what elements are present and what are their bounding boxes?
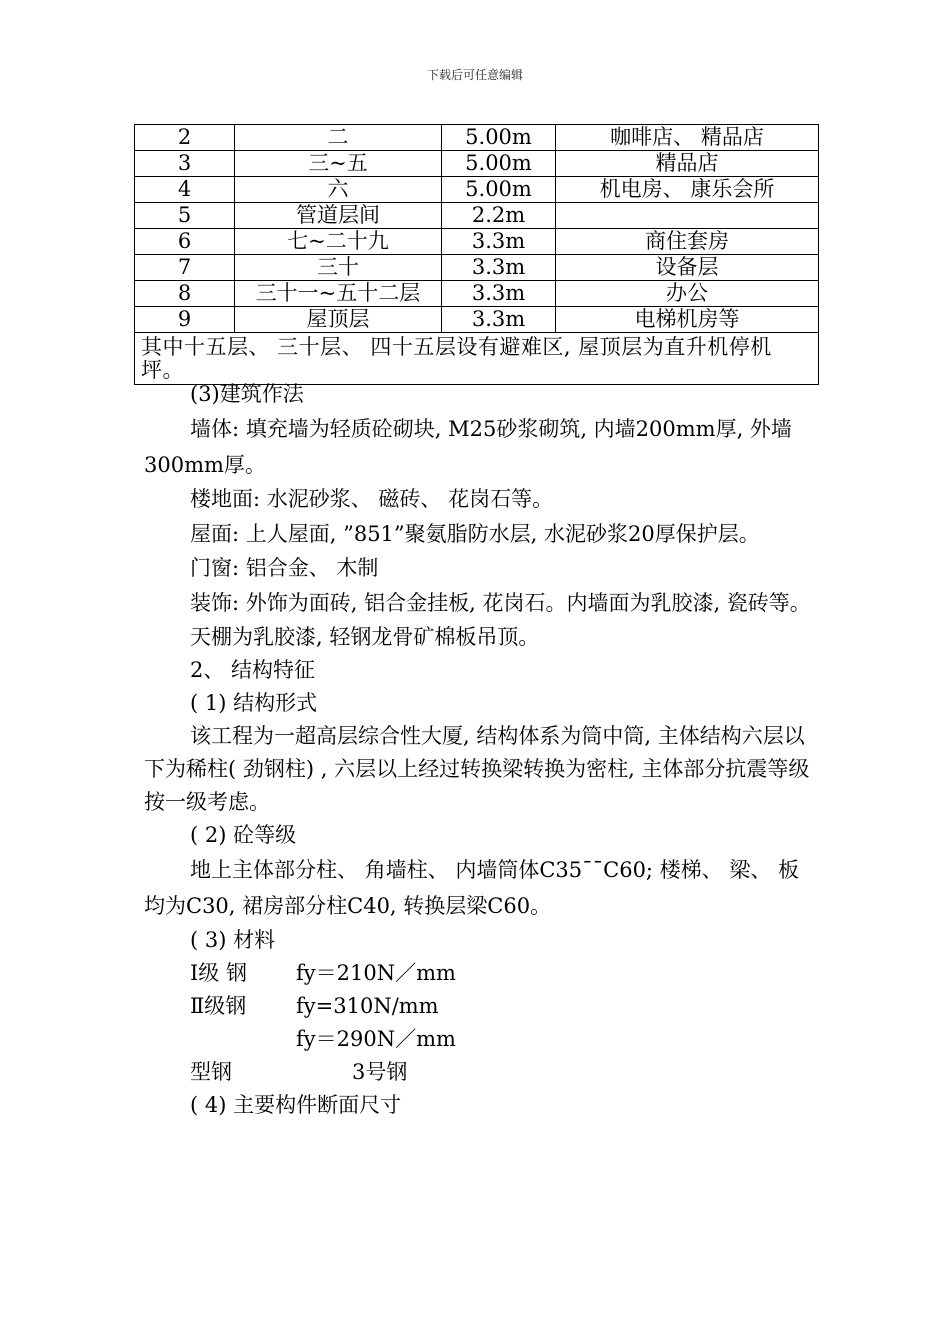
paragraph-finishes: 装饰: 外饰为面砖, 铝合金挂板, 花岗石。内墙面为乳胶漆, 瓷砖等。 (190, 591, 811, 615)
cell-floor: 七~二十九 (235, 229, 442, 255)
table-row (135, 229, 819, 255)
cell-height: 5.00m (442, 125, 556, 151)
table-row (135, 203, 819, 229)
cell-use: 设备层 (556, 255, 819, 281)
table-row (135, 307, 819, 333)
material-label: Ⅰ级 钢 (190, 961, 247, 985)
floor-table (134, 124, 819, 385)
cell-use: 办公 (556, 281, 819, 307)
cell-use (556, 203, 819, 229)
material-value: fy=310N/mm (296, 994, 439, 1018)
cell-height: 5.00m (442, 151, 556, 177)
material-label: 型钢 (190, 1060, 232, 1084)
cell-no: 2 (135, 125, 235, 151)
cell-height: 3.3m (442, 281, 556, 307)
paragraph-structure-form: 该工程为一超高层综合性大厦, 结构体系为筒中筒, 主体结构六层以下为稀柱( 劲钢柱) , 六层以上经过转换梁转换为密柱, 主体部分抗震等级按一级考虑。 (144, 724, 810, 814)
cell-height: 3.3m (442, 307, 556, 333)
cell-no: 9 (135, 307, 235, 333)
cell-floor: 管道层间 (235, 203, 442, 229)
subheading-structure-form: ( 1) 结构形式 (190, 691, 318, 715)
cell-use: 精品店 (556, 151, 819, 177)
cell-no: 3 (135, 151, 235, 177)
cell-floor: 三十 (235, 255, 442, 281)
cell-floor: 三十一~五十二层 (235, 281, 442, 307)
cell-height: 3.3m (442, 229, 556, 255)
table-note-row (135, 333, 819, 385)
paragraph-concrete-grade: 地上主体部分柱、 角墙柱、 内墙筒体C35¯¯C60; 楼梯、 梁、 板均为C30, 裙房部分柱C40, 转换层梁C60。 (144, 858, 800, 918)
cell-use: 咖啡店、 精品店 (556, 125, 819, 151)
subheading-section-sizes: ( 4) 主要构件断面尺寸 (190, 1093, 402, 1117)
cell-no: 7 (135, 255, 235, 281)
table-row (135, 281, 819, 307)
cell-no: 8 (135, 281, 235, 307)
cell-no: 4 (135, 177, 235, 203)
table-note: 其中十五层、 三十层、 四十五层设有避难区, 屋顶层为直升机停机坪。 (135, 333, 819, 385)
paragraph-floors: 楼地面: 水泥砂浆、 磁砖、 花岗石等。 (190, 487, 554, 511)
material-value: fy＝210N／mm (296, 961, 456, 985)
paragraph-windows: 门窗: 铝合金、 木制 (190, 556, 379, 580)
cell-height: 3.3m (442, 255, 556, 281)
cell-floor: 六 (235, 177, 442, 203)
table-row (135, 151, 819, 177)
table-row (135, 125, 819, 151)
cell-no: 5 (135, 203, 235, 229)
material-value: 3号钢 (352, 1060, 408, 1084)
body-text (144, 378, 812, 1122)
cell-floor: 三~五 (235, 151, 442, 177)
cell-height: 2.2m (442, 203, 556, 229)
material-row-steel1 (144, 957, 812, 990)
page-header: 下载后可任意编辑 (426, 68, 523, 82)
material-row-steel2 (144, 990, 812, 1023)
section-heading-construction: (3)建筑作法 (190, 382, 304, 406)
cell-use: 商住套房 (556, 229, 819, 255)
subheading-materials: ( 3) 材料 (190, 928, 276, 952)
cell-floor: 屋顶层 (235, 307, 442, 333)
material-label: Ⅱ级钢 (190, 994, 247, 1018)
paragraph-ceiling: 天棚为乳胶漆, 轻钢龙骨矿棉板吊顶。 (190, 625, 540, 649)
table-row (135, 255, 819, 281)
cell-no: 6 (135, 229, 235, 255)
table-row (135, 177, 819, 203)
cell-use: 电梯机房等 (556, 307, 819, 333)
material-row-section (144, 1056, 812, 1089)
subheading-concrete-grade: ( 2) 砼等级 (190, 823, 297, 847)
paragraph-walls: 墙体: 填充墙为轻质砼砌块, M25砂浆砌筑, 内墙200mm厚, 外墙300mm厚。 (144, 417, 792, 477)
cell-use: 机电房、 康乐会所 (556, 177, 819, 203)
section-heading-structure: 2、 结构特征 (190, 658, 316, 682)
material-value-2: fy＝290N／mm (296, 1027, 456, 1051)
cell-floor: 二 (235, 125, 442, 151)
paragraph-roof: 屋面: 上人屋面, ”851”聚氨脂防水层, 水泥砂浆20厚保护层。 (190, 522, 760, 546)
cell-height: 5.00m (442, 177, 556, 203)
